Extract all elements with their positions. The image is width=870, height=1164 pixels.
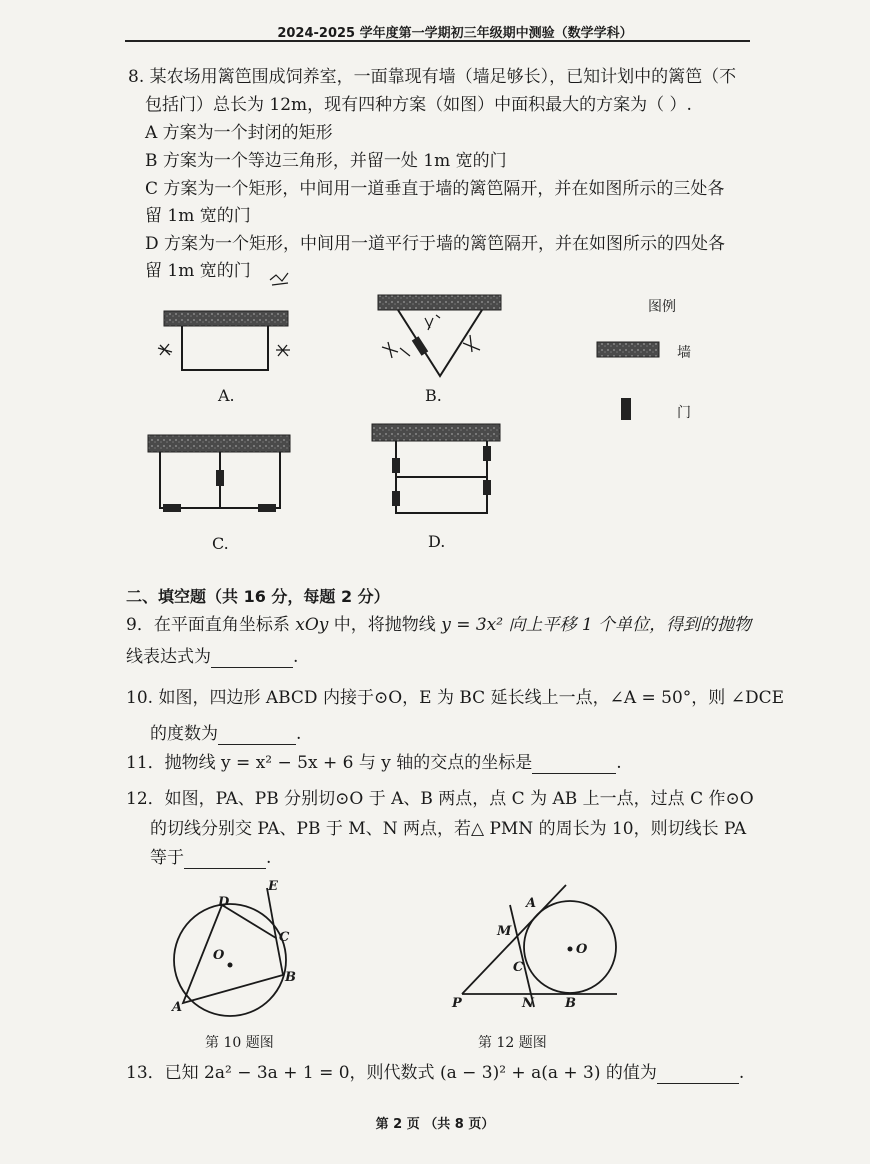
q9-text-b: 中，将抛物线 bbox=[328, 615, 442, 635]
center-o-12 bbox=[568, 947, 573, 952]
q9-period: . bbox=[293, 647, 299, 667]
fig12-label-o: O bbox=[576, 942, 588, 957]
tangent-pa bbox=[462, 885, 566, 994]
q10-line1: 10. 如图，四边形 ABCD 内接于⊙O，E 为 BC 延长线上一点，∠A = 50°，则 ∠DCE bbox=[126, 688, 784, 708]
fig12-label-n: N bbox=[522, 996, 534, 1011]
q13-answer-blank[interactable] bbox=[657, 1065, 739, 1084]
fig10-label-c: C bbox=[279, 930, 290, 945]
q8-option-b: B 方案为一个等边三角形，并留一处 1m 宽的门 bbox=[145, 151, 507, 171]
q8-option-c-line1: C 方案为一个矩形，中间用一道垂直于墙的篱笆隔开，并在如图所示的三处各 bbox=[145, 179, 725, 199]
q8-option-d-line1: D 方案为一个矩形，中间用一道平行于墙的篱笆隔开，并在如图所示的四处各 bbox=[145, 234, 726, 254]
fig12-label-c: C bbox=[513, 960, 524, 975]
fig10-caption: 第 10 题图 bbox=[205, 1035, 274, 1051]
fig10-label-b: B bbox=[285, 970, 296, 985]
legend-title: 图例 bbox=[648, 299, 676, 315]
q13-period: . bbox=[738, 1063, 745, 1083]
tangent-mn bbox=[510, 905, 534, 1007]
q9-line2-text: 线表达式为 bbox=[126, 647, 211, 667]
q8-option-d-line2: 留 1m 宽的门 bbox=[145, 261, 251, 281]
fig12-label-a: A bbox=[526, 896, 537, 911]
page-footer: 第 2 页 （共 8 页） bbox=[375, 1117, 495, 1132]
fig12-label-m: M bbox=[497, 924, 512, 939]
fig12-label-b: B bbox=[565, 996, 576, 1011]
q13-line bbox=[126, 1062, 744, 1084]
q10-line2-text: 的度数为 bbox=[150, 724, 218, 744]
legend-wall-label: 墙 bbox=[677, 345, 691, 361]
q12-line2: 的切线分别交 PA、PB 于 M、N 两点，若△ PMN 的周长为 10，则切线长 PA bbox=[150, 819, 747, 839]
fig12-caption: 第 12 题图 bbox=[478, 1035, 547, 1051]
page-header: 2024-2025 学年度第一学期初三年级期中测验（数学学科） bbox=[277, 26, 633, 41]
figure-10 bbox=[174, 888, 286, 1016]
q11-text: 11．抛物线 y = x² − 5x + 6 与 y 轴的交点的坐标是 bbox=[126, 753, 533, 773]
q9-text-a: 9．在平面直角坐标系 bbox=[126, 615, 296, 635]
q8-line2: 包括门）总长为 12m，现有四种方案（如图）中面积最大的方案为（ ）. bbox=[145, 95, 692, 115]
circle-o-10 bbox=[174, 904, 286, 1016]
q13-text: 13．已知 2a² − 3a + 1 = 0，则代数式 (a − 3)² + a(a + 3) 的值为 bbox=[126, 1063, 657, 1083]
q8-line1: 8. 某农场用篱笆围成饲养室，一面靠现有墙（墙足够长），已知计划中的篱笆（不 bbox=[128, 67, 737, 87]
q9-xoy: xOy bbox=[295, 615, 329, 635]
fig10-label-a: A bbox=[172, 1000, 183, 1015]
diagram-d-label: D. bbox=[428, 532, 446, 551]
fig10-label-d: D bbox=[218, 895, 230, 910]
q9-expr: y = 3x² 向上平移 1 个单位，得到的抛物 bbox=[441, 615, 752, 635]
center-o-10 bbox=[228, 963, 233, 968]
diagram-c-label: C. bbox=[212, 534, 229, 553]
q12-line3-text: 等于 bbox=[150, 848, 184, 868]
figure-12 bbox=[462, 885, 617, 1007]
q11-period: . bbox=[616, 753, 622, 773]
line-ce bbox=[267, 888, 276, 938]
fig10-label-o: O bbox=[213, 948, 225, 963]
fig12-label-p: P bbox=[452, 996, 462, 1011]
q12-period: . bbox=[266, 848, 272, 868]
fig10-label-e: E bbox=[268, 879, 278, 894]
q8-option-c-line2: 留 1m 宽的门 bbox=[145, 206, 251, 226]
diagram-b-label: B. bbox=[425, 386, 442, 405]
diagram-a-label: A. bbox=[218, 386, 235, 405]
q12-line1: 12．如图，PA、PB 分别切⊙O 于 A、B 两点，点 C 为 AB 上一点，过点 C 作⊙O bbox=[126, 789, 754, 809]
legend-door-label: 门 bbox=[677, 405, 691, 421]
q10-period: . bbox=[296, 724, 302, 744]
section-title: 二、填空题（共 16 分，每题 2 分） bbox=[126, 587, 390, 606]
q8-option-a: A 方案为一个封闭的矩形 bbox=[145, 123, 333, 143]
